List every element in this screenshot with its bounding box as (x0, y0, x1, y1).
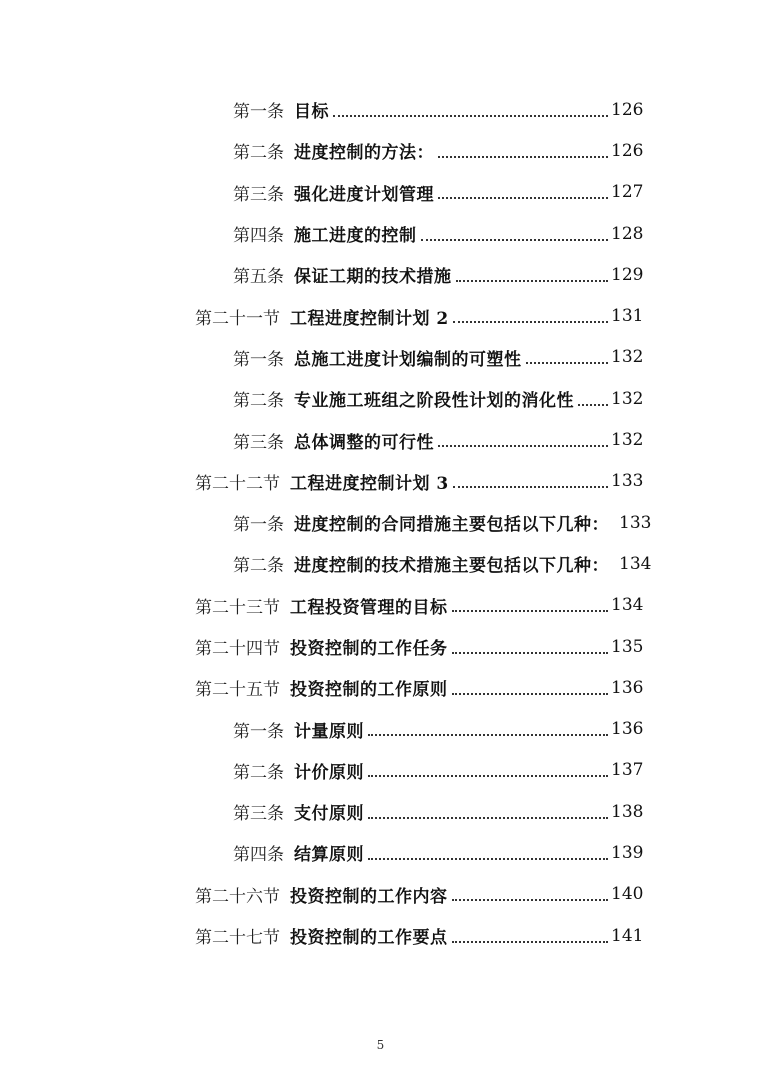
dot-leader (452, 693, 609, 695)
toc-entry[interactable] (0, 585, 761, 626)
dot-leader (368, 734, 608, 736)
toc-entry-number: 第二十六节 (195, 886, 280, 907)
toc-entry-number: 第三条 (233, 184, 284, 205)
toc-entry-title: 工程进度控制计划 2 (290, 308, 449, 329)
toc-entry-number: 第二条 (233, 391, 284, 412)
toc-entry-number: 第一条 (233, 721, 284, 742)
toc-entry-title: 投资控制的工作内容 (290, 886, 448, 907)
dot-leader (421, 239, 609, 241)
toc-entry-page: 134 (619, 553, 652, 574)
toc-entry[interactable] (0, 667, 761, 708)
dot-leader (368, 858, 608, 860)
toc-entry-number: 第三条 (233, 804, 284, 825)
dot-leader (526, 362, 609, 364)
toc-entry-title: 进度控制的合同措施主要包括以下几种： (294, 515, 609, 536)
toc-entry-title: 计量原则 (294, 721, 364, 742)
toc-entry-number: 第二条 (233, 556, 284, 577)
toc-entry-title: 投资控制的工作任务 (290, 639, 448, 659)
toc-entry-page: 134 (611, 595, 644, 616)
dot-leader (333, 115, 608, 117)
dot-leader (438, 197, 608, 199)
toc-entry-title: 工程进度控制计划 3 (290, 473, 449, 494)
toc-entry[interactable] (0, 915, 761, 956)
toc-entry-title: 投资控制的工作原则 (290, 680, 448, 701)
toc-entry[interactable] (0, 502, 761, 543)
toc-entry[interactable] (0, 708, 761, 749)
toc-entry-number: 第二十一节 (195, 308, 280, 329)
toc-entry[interactable] (0, 750, 761, 791)
toc-entry-page: 131 (611, 306, 644, 327)
toc-entry-number: 第四条 (233, 226, 284, 247)
toc-entry-number: 第二十三节 (195, 597, 280, 618)
toc-entry-title: 强化进度计划管理 (294, 184, 434, 205)
dot-leader (453, 321, 608, 323)
toc-entry[interactable] (0, 295, 761, 336)
toc-entry-title: 专业施工班组之阶段性计划的消化性 (294, 391, 574, 412)
toc-entry-title: 总施工进度计划编制的可塑性 (294, 349, 522, 370)
toc-entry[interactable] (0, 130, 761, 171)
toc-entry-title: 工程投资管理的目标 (290, 597, 448, 618)
toc-entry-page: 136 (611, 719, 644, 740)
dot-leader (438, 156, 608, 158)
dot-leader (368, 817, 608, 819)
toc-entry-page: 126 (611, 140, 644, 161)
toc-entry-page: 141 (611, 925, 644, 946)
toc-entry-number: 第二十二节 (195, 473, 280, 494)
toc-entry-page: 138 (611, 801, 644, 822)
toc-entry[interactable] (0, 254, 761, 295)
toc-entry-title: 投资控制的工作要点 (290, 928, 448, 949)
toc-entry-number: 第一条 (233, 102, 284, 123)
toc-entry-number: 第三条 (233, 432, 284, 453)
toc-entry-number: 第二条 (233, 143, 284, 164)
toc-entry[interactable] (0, 89, 761, 130)
toc-entry-number: 第五条 (233, 267, 284, 288)
toc-entry-page: 139 (611, 842, 644, 863)
toc-entry[interactable] (0, 172, 761, 213)
table-of-contents (0, 89, 761, 956)
dot-leader (368, 775, 608, 777)
toc-entry-page: 136 (611, 677, 644, 698)
toc-entry[interactable] (0, 461, 761, 502)
toc-entry-title: 结算原则 (294, 845, 364, 866)
toc-entry-page: 128 (611, 223, 644, 244)
toc-entry-title: 总体调整的可行性 (294, 432, 434, 453)
dot-leader (452, 610, 609, 612)
page-number: 5 (376, 1038, 385, 1052)
toc-entry-title: 进度控制的方法： (294, 143, 434, 164)
toc-entry-title: 计价原则 (294, 762, 364, 783)
dot-leader (453, 486, 608, 488)
dot-leader (452, 899, 609, 901)
toc-entry-number: 第二十四节 (195, 639, 280, 659)
toc-entry-page: 133 (611, 471, 644, 492)
toc-entry-title: 支付原则 (294, 804, 364, 825)
toc-entry-number: 第一条 (233, 515, 284, 536)
toc-entry-page: 132 (611, 388, 644, 409)
toc-entry-page: 135 (611, 636, 644, 657)
toc-entry-page: 132 (611, 347, 644, 368)
toc-entry-title: 保证工期的技术措施 (294, 267, 452, 288)
toc-entry[interactable] (0, 791, 761, 832)
dot-leader (578, 404, 608, 406)
toc-entry-page: 129 (611, 264, 644, 285)
toc-entry[interactable] (0, 832, 761, 873)
dot-leader (438, 445, 608, 447)
toc-entry-page: 140 (611, 884, 644, 905)
dot-leader (452, 652, 609, 654)
toc-entry[interactable] (0, 213, 761, 254)
toc-entry-number: 第二十五节 (195, 680, 280, 701)
toc-entry-title: 进度控制的技术措施主要包括以下几种： (294, 556, 609, 577)
toc-entry[interactable] (0, 626, 761, 667)
toc-entry-number: 第二十七节 (195, 928, 280, 949)
toc-entry[interactable] (0, 874, 761, 915)
toc-entry-page: 132 (611, 430, 644, 451)
toc-entry-page: 133 (619, 512, 652, 533)
toc-entry[interactable] (0, 337, 761, 378)
toc-entry-title: 施工进度的控制 (294, 226, 417, 247)
toc-entry[interactable] (0, 419, 761, 460)
toc-entry-number: 第二条 (233, 762, 284, 783)
dot-leader (456, 280, 609, 282)
toc-entry-page: 137 (611, 760, 644, 781)
toc-entry-title: 目标 (294, 102, 329, 123)
toc-entry-number: 第四条 (233, 845, 284, 866)
toc-entry-page: 126 (611, 99, 644, 120)
toc-entry[interactable] (0, 543, 761, 584)
dot-leader (452, 941, 609, 943)
toc-entry-number: 第一条 (233, 349, 284, 370)
toc-entry-page: 127 (611, 182, 644, 203)
toc-entry[interactable] (0, 378, 761, 419)
